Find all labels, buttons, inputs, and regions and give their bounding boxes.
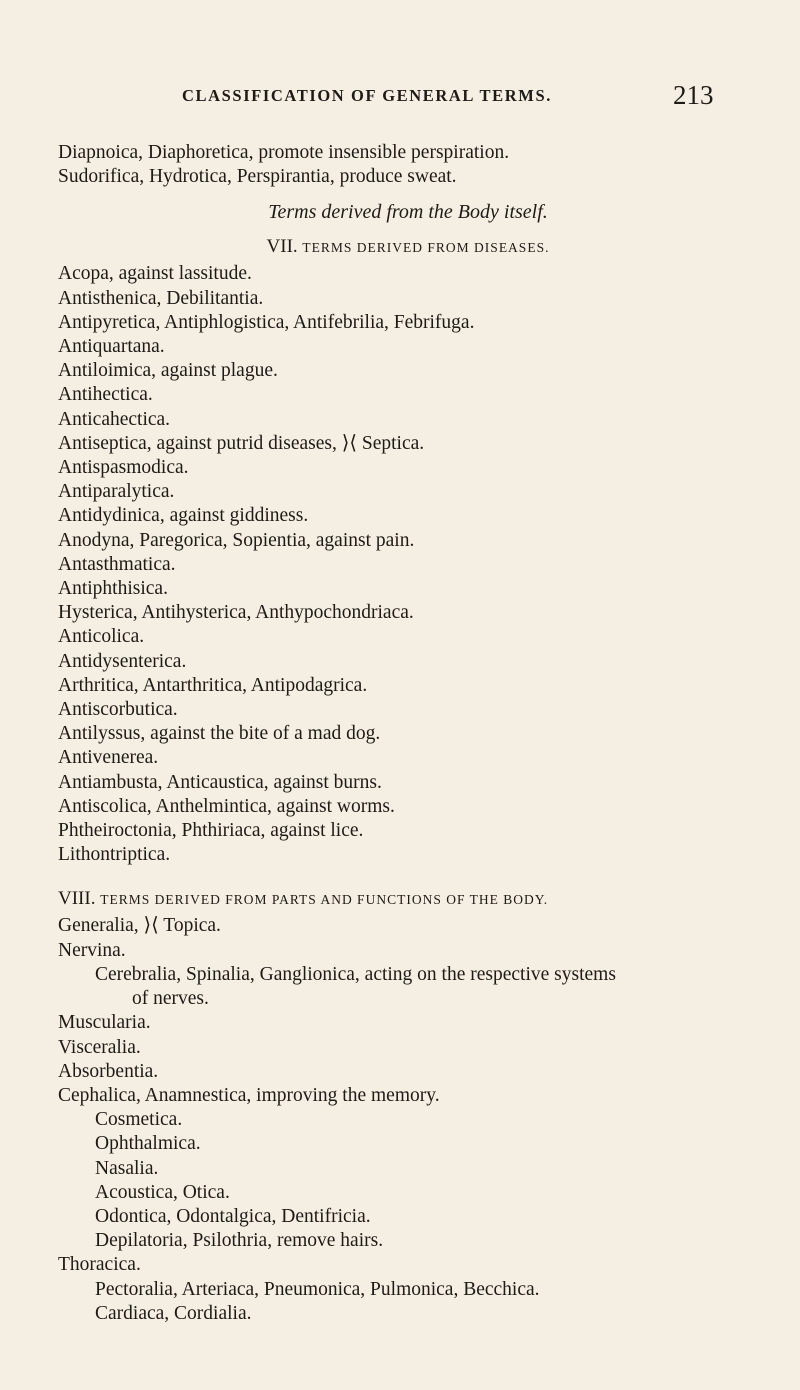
list-item: Cephalica, Anamnestica, improving the memory. (58, 1084, 440, 1106)
list-item: Anticolica. (58, 626, 145, 648)
list-item: Absorbentia. (58, 1060, 159, 1082)
list-item: Antiquartana. (58, 336, 165, 358)
list-item: Odontica, Odontalgica, Dentifricia. (95, 1205, 371, 1227)
intro-block (58, 141, 758, 189)
list-item: Acopa, against lassitude. (58, 263, 252, 285)
text-line: Diapnoica, Diaphoretica, promote insensible perspiration. (58, 142, 510, 163)
page-number: 213 (673, 80, 714, 110)
list-item: Depilatoria, Psilothria, remove hairs. (95, 1230, 384, 1252)
list-item: Pectoralia, Arteriaca, Pneumonica, Pulmonica, Becchica. (95, 1278, 540, 1300)
list-item: Antisthenica, Debilitantia. (58, 287, 264, 309)
list-item: Antiambusta, Anticaustica, against burns. (58, 771, 382, 793)
list-item: Acoustica, Otica. (95, 1181, 230, 1203)
text-line: Sudorifica, Hydrotica, Perspirantia, produce sweat. (58, 166, 457, 188)
list-item: Thoracica. (58, 1254, 141, 1276)
section-title: TERMS DERIVED FROM DISEASES. (302, 240, 550, 256)
section-vii-list (58, 262, 758, 867)
list-item: Cardiaca, Cordialia. (95, 1302, 252, 1324)
list-item: Antipyretica, Antiphlogistica, Antifebrilia, Febrifuga. (58, 311, 475, 333)
list-item: Antiseptica, against putrid diseases, ⟩⟨ Septica. (58, 432, 425, 454)
list-item: Muscularia. (58, 1012, 151, 1034)
list-item: Antispasmodica. (58, 457, 189, 479)
list-item: Antiloimica, against plague. (58, 360, 278, 382)
list-item: Phtheiroctonia, Phthiriaca, against lice. (58, 820, 364, 842)
list-item: Antiparalytica. (58, 481, 175, 503)
list-item: Cerebralia, Spinalia, Ganglionica, acting on the respective systems (95, 963, 616, 985)
list-item: Anticahectica. (58, 408, 171, 430)
list-item: Antasthmatica. (58, 553, 176, 575)
section-heading-vii (58, 233, 758, 262)
running-title: CLASSIFICATION OF GENERAL TERMS. (182, 86, 552, 105)
list-item: Cosmetica. (95, 1109, 183, 1131)
list-item: Arthritica, Antarthritica, Antipodagrica. (58, 674, 368, 696)
page-content (58, 141, 758, 1326)
list-item: Visceralia. (58, 1036, 141, 1058)
section-viii-list (58, 914, 758, 1325)
list-item: of nerves. (132, 988, 209, 1010)
list-item: Ophthalmica. (95, 1133, 201, 1155)
page-header (0, 80, 800, 116)
list-item: Antihectica. (58, 384, 153, 406)
list-item: Antilyssus, against the bite of a mad dog. (58, 723, 381, 745)
list-item: Hysterica, Antihysterica, Anthypochondriaca. (58, 602, 414, 624)
section-title: TERMS DERIVED FROM PARTS AND FUNCTIONS OF THE BODY. (100, 892, 549, 908)
subtitle: Terms derived from the Body itself. (268, 201, 548, 224)
section-numeral: VIII. (58, 888, 96, 910)
list-item: Antiscorbutica. (58, 699, 178, 721)
list-item: Antivenerea. (58, 747, 159, 769)
list-item: Generalia, ⟩⟨ Topica. (58, 915, 221, 937)
list-item: Lithontriptica. (58, 844, 171, 866)
list-item: Antidydinica, against giddiness. (58, 505, 309, 527)
section-numeral: VII. (266, 236, 298, 258)
list-item: Antiphthisica. (58, 578, 168, 600)
list-item: Anodyna, Paregorica, Sopientia, against pain. (58, 529, 415, 551)
list-item: Nervina. (58, 939, 126, 961)
section-heading-viii (58, 885, 758, 914)
list-item: Antiscolica, Anthelmintica, against worms. (58, 795, 395, 817)
list-item: Antidysenterica. (58, 650, 187, 672)
list-item: Nasalia. (95, 1157, 159, 1179)
